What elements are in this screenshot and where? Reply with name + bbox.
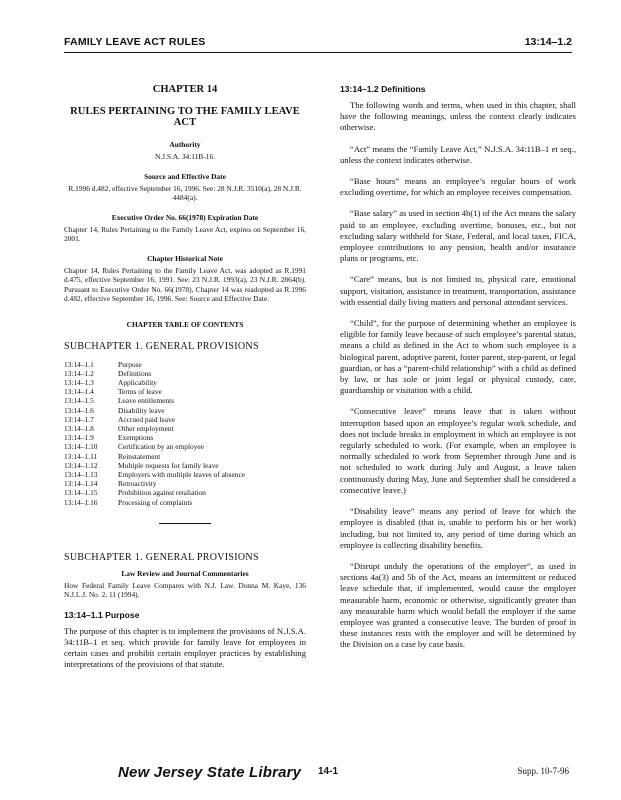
definition-paragraph: “Disability leave” means any period of leave for which the employee is disabled (that is, unable to perform his or her work) including, but not limited to, any period of time during which an employee is collecting disability benefits.	[340, 506, 576, 550]
header-title: FAMILY LEAVE ACT RULES	[64, 36, 206, 48]
toc-title-text: Terms of leave	[118, 387, 162, 397]
toc-number: 13:14–1.4	[64, 387, 94, 397]
toc-number: 13:14–1.13	[64, 469, 98, 479]
right-column	[340, 84, 576, 661]
toc-title-text: Certification by an employee	[118, 442, 204, 452]
toc-row	[64, 387, 306, 396]
history-text: Chapter 14, Rules Pertaining to the Family Leave Act, was adopted as R.1991 d.475, effective September 16, 1991. See: 23 N.J.R. 1993(a), 23 N.J.R. 2864(b). Pursuant to Executive Order No. 66(1978), Chapter 14 was readopted as R.1996 d.482, effective September 16, 1996. See: Source and Effective Date.	[64, 265, 306, 303]
toc-row	[64, 479, 306, 488]
toc-row	[64, 378, 306, 387]
toc-number: 13:14–1.5	[64, 396, 94, 406]
toc-number: 13:14–1.12	[64, 460, 98, 470]
definition-paragraph: “Child”, for the purpose of determining whether an employee is eligible for family leave because of such employee’s parental status, means a child as defined in the Act to whom such employee is a biological parent, adoptive parent, foster parent, step-parent, or legal guardian, or has a “parent-child relationship” with a child as defined by law, or has sole or joint legal or physical custody, care, guardianship or visitation with a child.	[340, 318, 576, 396]
table-of-contents	[64, 360, 306, 507]
purpose-heading: 13:14–1.1 Purpose	[64, 609, 140, 620]
toc-row	[64, 452, 306, 461]
exec-order-heading: Executive Order No. 66(1978) Expiration Date	[111, 212, 259, 222]
toc-title-text: Definitions	[118, 368, 152, 378]
running-header	[64, 34, 572, 53]
toc-row	[64, 461, 306, 470]
toc-title-text: Multiple requests for family leave	[118, 460, 219, 470]
toc-title-text: Employers with multiple leaves of absence	[118, 469, 246, 479]
toc-number: 13:14–1.1	[64, 359, 94, 369]
section-divider	[159, 523, 211, 524]
toc-title-text: Processing of complaints	[118, 497, 193, 507]
subchapter-heading: SUBCHAPTER 1. GENERAL PROVISIONS	[64, 551, 259, 563]
toc-row	[64, 396, 306, 405]
toc-title-text: Disability leave	[118, 405, 165, 415]
definition-paragraph: “Act” means the “Family Leave Act,” N.J.S.A. 34:11B–1 et seq., unless the context indicates otherwise.	[340, 143, 576, 165]
toc-title-text: Prohibition against retaliation	[118, 488, 206, 498]
purpose-text: The purpose of this chapter is to implement the provisions of N.J.S.A. 34:11B–1 et seq. which provide for family leave for employees in certain cases and prohibit certain employer practices by establishing interpretations of the provisions of that statute.	[64, 625, 306, 670]
toc-title-text: Reinstatement	[118, 451, 161, 461]
definition-paragraph: “Base salary” as used in section 4b(1) of the Act means the salary paid to an employee, excluding overtime, bonuses, etc., but not excluding salary withheld for State, Federal, and local taxes, FICA, employee contributions to any pension, health and/or insurance plans or programs, etc.	[340, 208, 576, 264]
toc-row	[64, 424, 306, 433]
authority-heading: Authority	[169, 140, 201, 149]
exec-order-text: Chapter 14, Rules Pertaining to the Family Leave Act, expires on September 16, 2001.	[64, 224, 306, 243]
law-review-heading: Law Review and Journal Commentaries	[121, 568, 249, 578]
toc-number: 13:14–1.3	[64, 377, 94, 387]
toc-title-text: Accrued paid leave	[118, 414, 176, 424]
toc-row	[64, 498, 306, 507]
toc-number: 13:14–1.9	[64, 433, 94, 443]
definition-paragraph: “Base hours” means an employee’s regular hours of work excluding overtime, for which an employee receives compensation.	[340, 176, 576, 198]
toc-number: 13:14–1.8	[64, 423, 94, 433]
toc-number: 13:14–1.15	[64, 488, 98, 498]
source-text: R.1996 d.482, effective September 16, 1996. See: 28 N.J.R. 3510(a), 28 N.J.R. 4484(a).	[68, 183, 302, 202]
toc-title: CHAPTER TABLE OF CONTENTS	[126, 319, 244, 329]
chapter-number: CHAPTER 14	[152, 84, 218, 95]
toc-row	[64, 433, 306, 442]
library-watermark: New Jersey State Library	[118, 764, 302, 781]
page-number: 14-1	[318, 766, 339, 777]
toc-row	[64, 406, 306, 415]
source-heading: Source and Effective Date	[144, 171, 226, 181]
toc-number: 13:14–1.2	[64, 368, 94, 378]
authority-text: N.J.S.A. 34:11B-16.	[154, 152, 216, 161]
toc-number: 13:14–1.7	[64, 414, 94, 424]
toc-number: 13:14–1.11	[64, 451, 98, 461]
toc-row	[64, 470, 306, 479]
toc-row	[64, 360, 306, 369]
definition-paragraph: “Consecutive leave” means leave that is taken without interruption based upon an employee’s regular work schedule, and does not include breaks in employment in which an employee is not regularly scheduled to work. (For example, when an employee is normally scheduled to work from September through June and is not scheduled to work during July and August, a leave taken continuously during May, June and September shall be considered a consecutive leave.)	[340, 406, 576, 495]
definitions-heading: 13:14–1.2 Definitions	[340, 84, 426, 94]
toc-title-text: Applicability	[118, 377, 157, 387]
toc-number: 13:14–1.14	[64, 479, 98, 489]
toc-title-text: Purpose	[118, 359, 142, 369]
toc-row	[64, 488, 306, 497]
toc-row	[64, 415, 306, 424]
left-column	[64, 84, 306, 671]
toc-number: 13:14–1.16	[64, 497, 98, 507]
toc-title-text: Leave entitlements	[118, 396, 175, 406]
definition-paragraph: The following words and terms, when used in this chapter, shall have the following meanings, unless the context clearly indicates otherwise.	[340, 100, 576, 133]
toc-title-text: Other employment	[118, 423, 174, 433]
subchapter-label: SUBCHAPTER 1. GENERAL PROVISIONS	[64, 340, 259, 352]
chapter-title: RULES PERTAINING TO THE FAMILY LEAVE ACT	[70, 106, 300, 128]
toc-row	[64, 442, 306, 451]
definition-paragraph: “Care” means, but is not limited to, physical care, emotional support, visitation, assistance in treatment, transportation, assistance with essential daily living matters and personal attendant services.	[340, 274, 576, 307]
law-review-text: How Federal Family Leave Compares with N.J. Law. Donna M. Kaye, 136 N.J.L.J. No. 2, 11 (1994).	[64, 580, 306, 600]
toc-number: 13:14–1.6	[64, 405, 94, 415]
toc-row	[64, 369, 306, 378]
toc-number: 13:14–1.10	[64, 442, 98, 452]
toc-title-text: Exemptions	[118, 433, 154, 443]
definition-paragraph: “Disrupt unduly the operations of the employer”, as used in sections 4a(3) and 5b of the Act, means an intermittent or reduced leave schedule that, if implemented, would cause the employer measurable harm, economic or otherwise, significantly greater than any measurable harm which would befall the employer if the same employee was granted a consecutive leave. The burden of proof in these instances rests with the employer and will be determined by the Division on a case by case basis.	[340, 560, 576, 650]
header-section-number: 13:14–1.2	[524, 36, 572, 48]
supplement-date: Supp. 10-7-96	[517, 766, 569, 776]
toc-title-text: Retroactivity	[118, 479, 157, 489]
history-heading: Chapter Historical Note	[147, 253, 223, 263]
